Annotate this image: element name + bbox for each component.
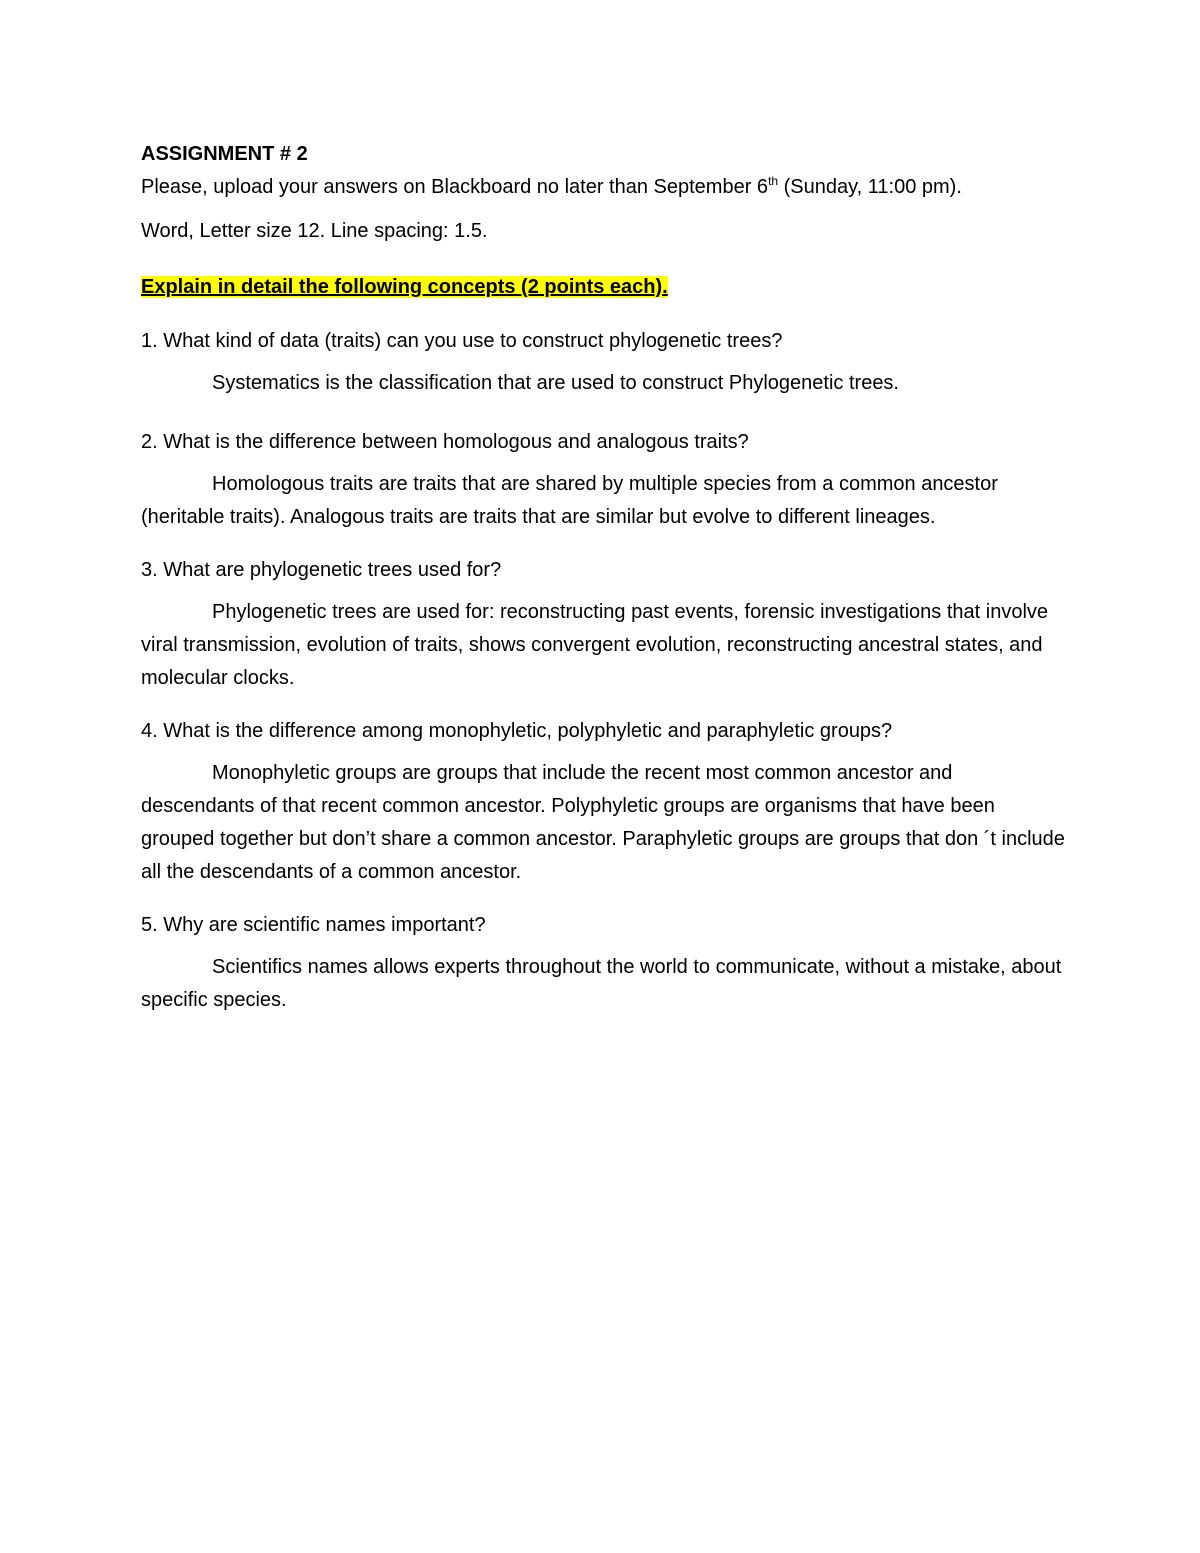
answer-2: Homologous traits are traits that are shared by multiple species from a common ancestor (heritable traits). Analogous traits are traits that are similar but evolve to different lineages.: [141, 473, 998, 528]
upload-deadline-text: (Sunday, 11:00 pm).: [778, 176, 962, 198]
upload-instructions-text: Please, upload your answers on Blackboard no later than September 6: [141, 176, 769, 198]
format-instructions: Word, Letter size 12. Line spacing: 1.5.: [141, 220, 488, 242]
question-5: 5. Why are scientific names important?: [141, 914, 486, 936]
answer-4: Monophyletic groups are groups that include the recent most common ancestor and descendants of that recent common ancestor. Polyphyletic groups are organisms that have been grouped together but don’t share a common ancestor. Paraphyletic groups are groups that don ´t include all the descendants of a common ancestor.: [141, 762, 1065, 883]
task-heading-line: [141, 271, 1071, 304]
document-body: [141, 138, 1071, 1037]
answer-1: Systematics is the classification that are used to construct Phylogenetic trees.: [212, 372, 899, 394]
answer-5: Scientifics names allows experts throughout the world to communicate, without a mistake, about specific species.: [141, 956, 1062, 1011]
answer-3: Phylogenetic trees are used for: reconstructing past events, forensic investigations that involve viral transmission, evolution of traits, shows convergent evolution, reconstructing ancestral states, and molecular clocks.: [141, 601, 1049, 689]
question-3: 3. What are phylogenetic trees used for?: [141, 559, 502, 581]
question-1: 1. What kind of data (traits) can you use to construct phylogenetic trees?: [141, 330, 783, 352]
upload-instructions: [141, 171, 1071, 204]
task-heading: Explain in detail the following concepts (2 points each).: [141, 276, 668, 298]
date-superscript: th: [768, 174, 779, 188]
assignment-title: ASSIGNMENT # 2: [141, 143, 308, 165]
question-2: 2. What is the difference between homologous and analogous traits?: [141, 431, 749, 453]
question-4: 4. What is the difference among monophyletic, polyphyletic and paraphyletic groups?: [141, 720, 893, 742]
